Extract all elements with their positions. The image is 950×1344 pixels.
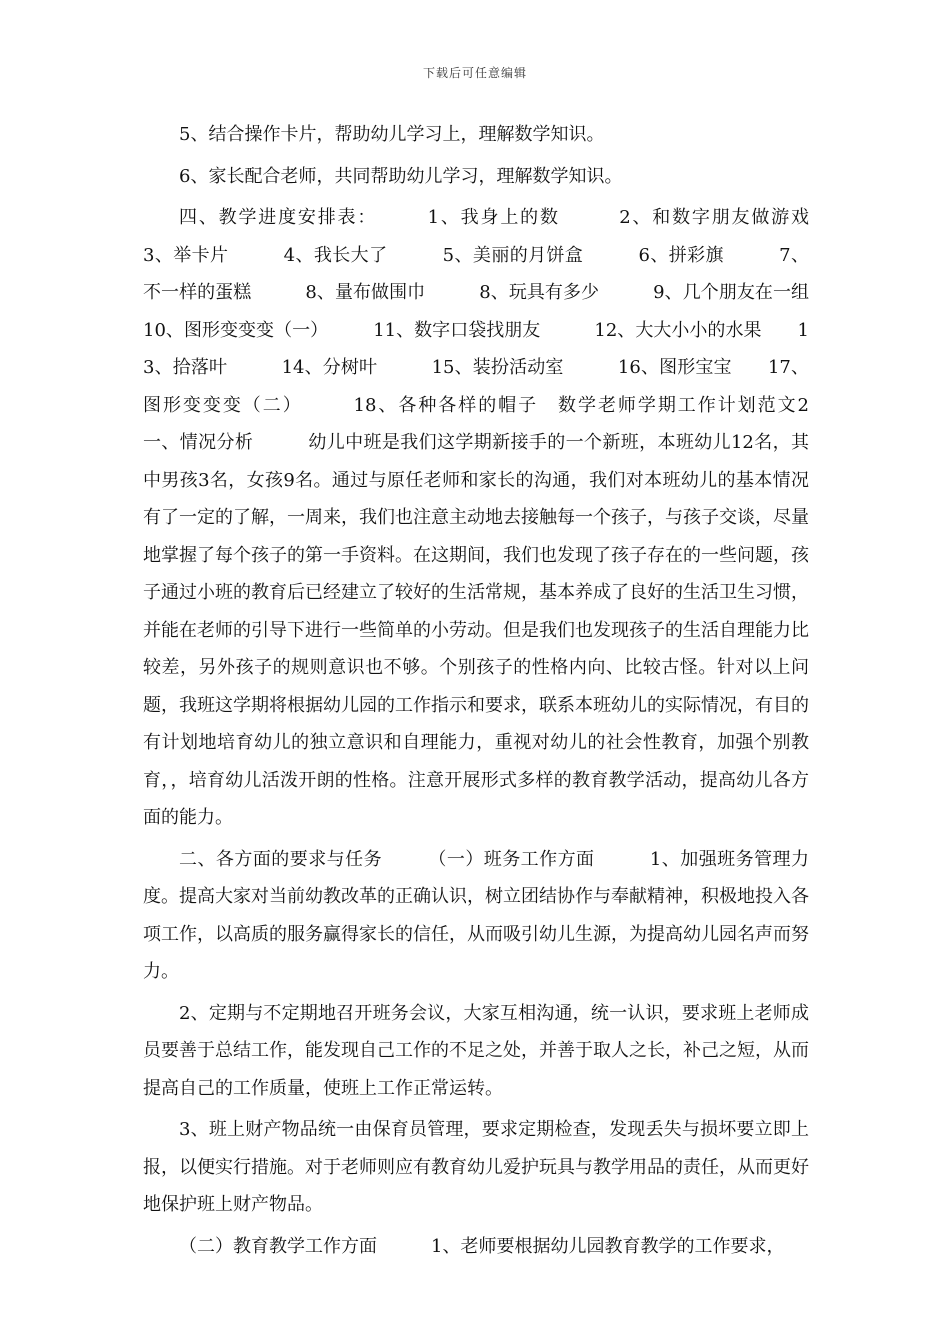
paragraph-1: 5、结合操作卡片，帮助幼儿学习上，理解数学知识。: [179, 124, 605, 145]
paragraph-4: 二、各方面的要求与任务 （一）班务工作方面 1、加强班务管理力度。提高大家对当前幼教改革的正确认识，树立团结协作与奉献精神，积极地投入各项工作，以高质的服务赢得家长的信任，从而吸引幼儿生源，为提高幼儿园名声而努力。: [143, 848, 809, 982]
paragraph-7: （二）教育教学工作方面 1、老师要根据幼儿园教育教学的工作要求，: [179, 1235, 785, 1257]
paragraph-2: 6、家长配合老师，共同帮助幼儿学习，理解数学知识。: [179, 165, 623, 187]
paragraph-5: 2、定期与不定期地召开班务会议，大家互相沟通，统一认识，要求班上老师成员要善于总结工作，能发现自己工作的不足之处，并善于取人之长，补己之短，从而提高自己的工作质量，使班上工作正常运转。: [143, 1002, 809, 1099]
document-body: [143, 116, 845, 1265]
page-header: 下载后可任意编辑: [422, 66, 527, 80]
paragraph-3: 四、教学进度安排表： 1、我身上的数 2、和数字朋友做游戏 3、举卡片 4、我长大了 5、美丽的月饼盒 6、拼彩旗 7、不一样的蛋糕 8、量布做围巾 8、玩具有多少 9、几个朋友在一组 10、图形变变变（一） 11、数字口袋找朋友 12、大大小小的水果 13、拾落叶 14、分树叶 15、装扮活动室 16、图形宝宝 17、图形变变变（二） 18、各种各样的帽子 数学老师学期工作计划范文2 一、情况分析 幼儿中班是我们这学期新接手的一个新班，本班幼儿12名，其中男孩3名，女孩9名。通过与原任老师和家长的沟通，我们对本班幼儿的基本情况有了一定的了解，一周来，我们也注意主动地去接触每一个孩子，与孩子交谈，尽量地掌握了每个孩子的第一手资料。在这期间，我们也发现了孩子存在的一些问题，孩子通过小班的教育后已经建立了较好的生活常规，基本养成了良好的生活卫生习惯，并能在老师的引导下进行一些简单的小劳动。但是我们也发现孩子的生活自理能力比较差，另外孩子的规则意识也不够。个别孩子的性格内向、比较古怪。针对以上问题，我班这学期将根据幼儿园的工作指示和要求，联系本班幼儿的实际情况，有目的有计划地培育幼儿的独立意识和自理能力，重视对幼儿的社会性教育，加强个别教育，，培育幼儿活泼开朗的性格。注意开展形式多样的教育教学活动，提高幼儿各方面的能力。: [143, 207, 845, 828]
paragraph-6: 3、班上财产物品统一由保育员管理，要求定期检查，发现丢失与损坏要立即上报，以便实行措施。对于老师则应有教育幼儿爱护玩具与教学用品的责任，从而更好地保护班上财产物品。: [143, 1119, 809, 1215]
